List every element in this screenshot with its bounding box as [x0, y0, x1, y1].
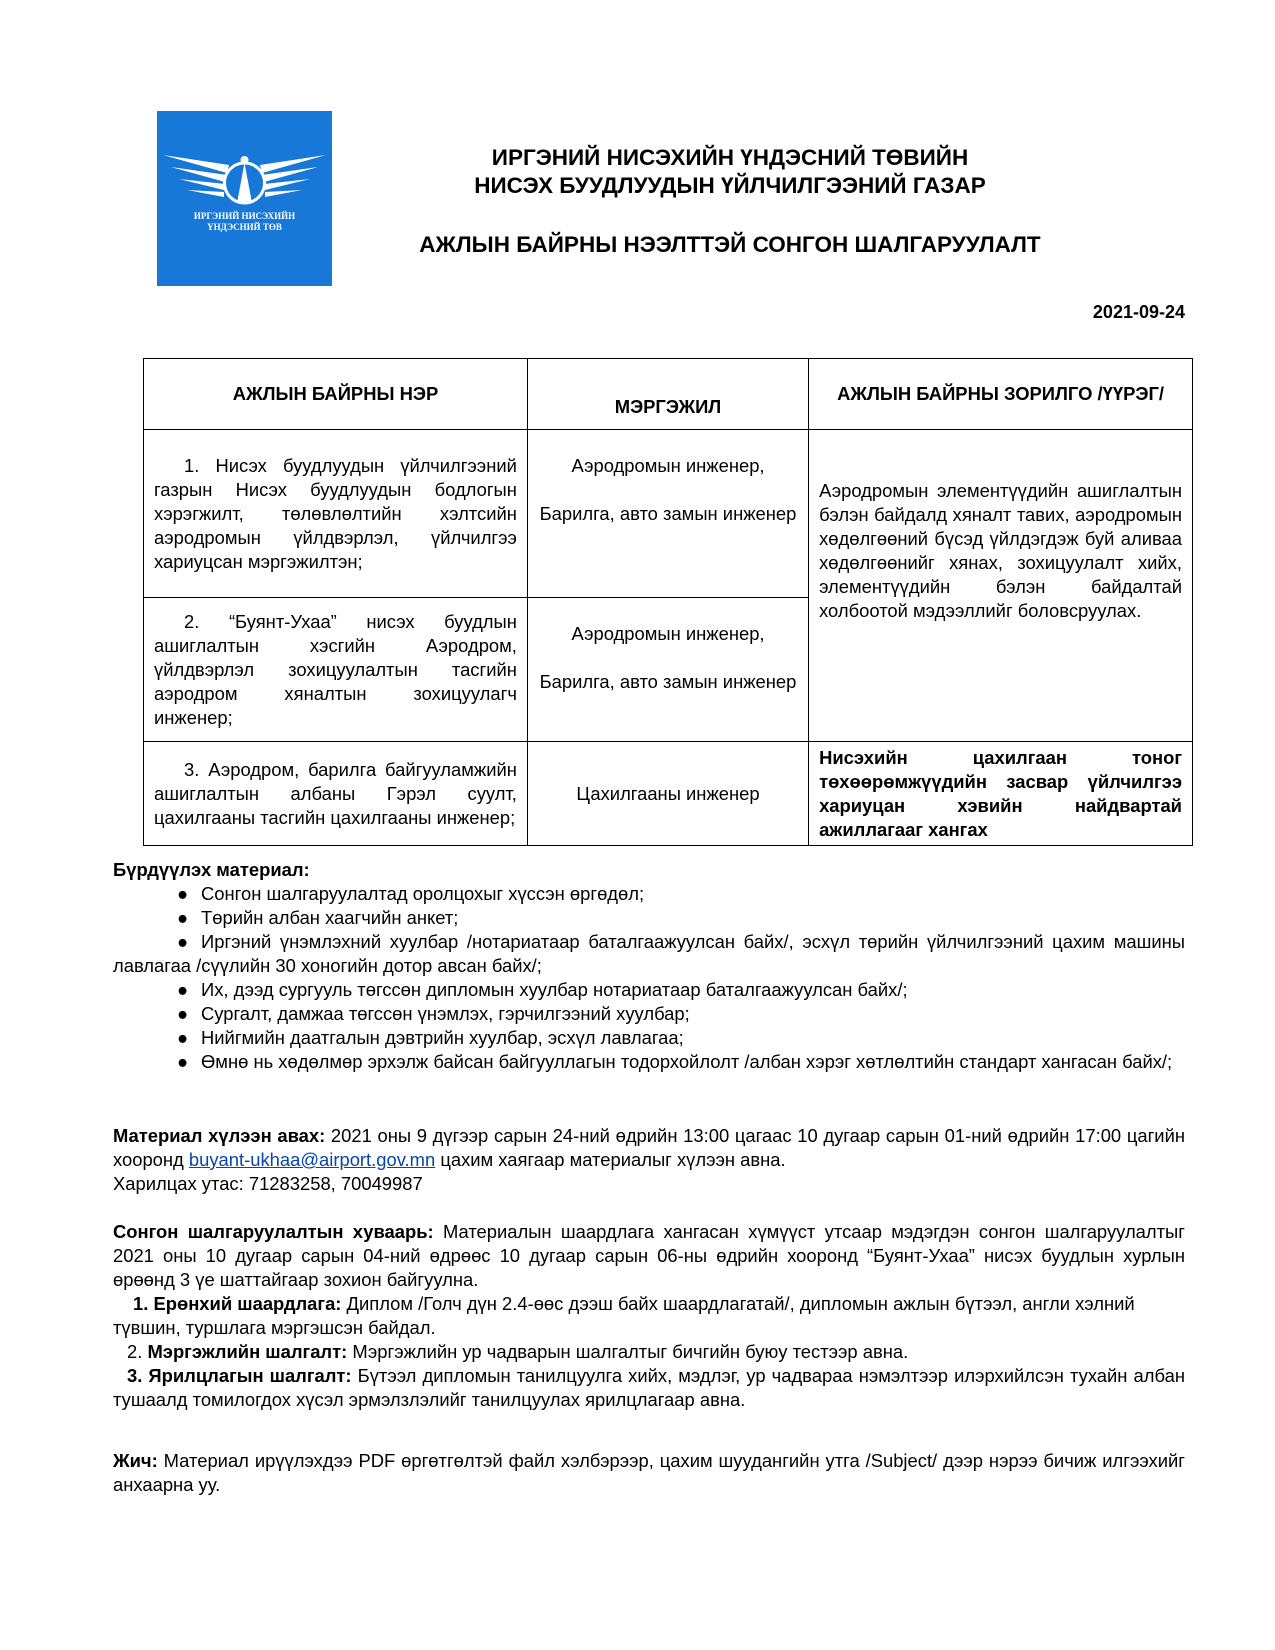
winged-emblem-icon — [157, 111, 332, 286]
column-header-profession: МЭРГЭЖИЛ — [527, 359, 808, 430]
profession-item: Аэродромын инженер, — [571, 623, 765, 644]
purpose-cell-shared: Аэродромын элементүүдийн ашиглалтын бэлэн байдалд хяналт тавих, аэродромын хөдөлгөөний бүсэд үйлдэгдэж буй аливаа хөдөлгөөнийг хянах, зохицуулалт хийх, элементүүдийн бэлэн байдалтай холбоотой мэдээллийг боловсруулах. — [809, 430, 1193, 742]
note-label: Жич: — [113, 1450, 158, 1471]
list-item: ● Иргэний үнэмлэхний хуулбар /нотариатаар баталгаажуулсан байх/, эсхүл төрийн үйлчилгээний цахим машины лавлагаа /сүүлийн 30 хоногийн дотор авсан байх/; — [113, 931, 1185, 976]
bullet-icon: ● — [177, 907, 189, 928]
row-number: 3. — [184, 758, 200, 780]
bullet-icon: ● — [177, 1027, 189, 1048]
materials-section — [113, 858, 1185, 1074]
receive-paragraph: Материал хүлээн авах: 2021 оны 9 дүгээр сарын 24-ний өдрийн 13:00 цагаас 10 дугаар сарын 01-ний өдрийн 17:00 цагийн хооронд buyant-ukhaa@airport.gov.mn цахим хаягаар материалыг хүлээн авна. — [113, 1125, 1185, 1170]
table-header-row — [144, 359, 1193, 430]
schedule-step: 3. Ярилцлагын шалгалт: Бүтээл дипломын танилцуулга хийх, мэдлэг, ур чадвараа нэмэлтээр илэрхийлсэн тухайн албан тушаалд томилогдох хүсэл эрмэлзлэлийг танилцуулах ярилцлагаар авна. — [113, 1365, 1185, 1410]
contact-phone: Харилцах утас: 71283258, 70049987 — [113, 1173, 423, 1194]
document-title: АЖЛЫН БАЙРНЫ НЭЭЛТТЭЙ СОНГОН ШАЛГАРУУЛАЛТ — [419, 232, 1041, 257]
job-positions-table — [143, 358, 1193, 846]
position-cell — [144, 598, 528, 742]
note-paragraph: Жич: Материал ирүүлэхдээ PDF өргөтгөлтэй файл хэлбэрээр, цахим шуудангийн утга /Subject/ дээр нэрээ бичиж илгээхийг анхаарна уу. — [113, 1450, 1185, 1495]
list-item: ● Сонгон шалгаруулалтад оролцохыг хүссэн өргөдөл; — [177, 883, 645, 904]
receive-section — [113, 1124, 1185, 1196]
email-link[interactable]: buyant-ukhaa@airport.gov.mn — [188, 1149, 436, 1170]
bullet-icon: ● — [177, 1051, 189, 1072]
document-date: 2021-09-24 — [1092, 302, 1185, 322]
logo-text-line1: ИРГЭНИЙ НИСЭХИЙН — [193, 211, 296, 221]
profession-item: Аэродромын инженер, — [571, 455, 765, 476]
row-number: 1. — [184, 454, 200, 476]
bullet-icon: ● — [177, 1003, 189, 1024]
profession-cell — [527, 598, 808, 742]
profession-item: Барилга, авто замын инженер — [539, 671, 797, 692]
schedule-paragraph: Сонгон шалгаруулалтын хуваарь: Материалын шаардлага хангасан хүмүүст утсаар мэдэгдэн сонгон шалгаруулалтыг 2021 оны 10 дугаар сарын 04-ний өдрөөс 10 дугаар сарын 06-ны өдрийн хооронд “Буянт-Ухаа” нисэх буудлын хурлын өрөөнд 3 үе шаттайгаар зохион байгуулна. — [113, 1221, 1185, 1290]
schedule-section — [113, 1220, 1185, 1412]
receive-label: Материал хүлээн авах: — [113, 1125, 326, 1146]
profession-cell — [527, 430, 808, 598]
organization-name-line2: НИСЭХ БУУДЛУУДЫН ҮЙЛЧИЛГЭЭНИЙ ГАЗАР — [474, 173, 986, 198]
column-header-position: АЖЛЫН БАЙРНЫ НЭР — [144, 359, 528, 430]
schedule-label: Сонгон шалгаруулалтын хуваарь: — [113, 1221, 434, 1242]
list-item: ● Сургалт, дамжаа төгссөн үнэмлэх, гэрчилгээний хуулбар; — [177, 1003, 690, 1024]
logo-text-line2: ҮНДЭСНИЙ ТӨВ — [207, 222, 282, 232]
position-name: Аэродром, барилга байгууламжийн ашиглалтын албаны Гэрэл суулт, цахилгааны тасгийн цахилгааны инженер; — [154, 758, 517, 828]
column-header-purpose: АЖЛЫН БАЙРНЫ ЗОРИЛГО /ҮҮРЭГ/ — [809, 359, 1193, 430]
list-item: ● Өмнө нь хөдөлмөр эрхэлж байсан байгууллагын тодорхойлолт /албан хэрэг хөтлөлтийн стандарт хангасан байх/; — [177, 1051, 1173, 1072]
organization-logo — [157, 111, 332, 286]
position-cell — [144, 430, 528, 598]
materials-heading: Бүрдүүлэх материал: — [113, 859, 310, 880]
profession-cell: Цахилгааны инженер — [527, 742, 808, 846]
purpose-cell: Нисэхийн цахилгаан тоног төхөөрөмжүүдийн засвар үйлчилгээ хариуцан хэвийн найдвартай ажиллагааг хангах — [809, 742, 1193, 846]
profession-item: Барилга, авто замын инженер — [539, 503, 797, 524]
list-item: ● Төрийн албан хаагчийн анкет; — [177, 907, 459, 928]
schedule-step: 1. Ерөнхий шаардлага: Диплом /Голч дүн 2.4-өөс дээш байх шаардлагатай/, дипломын ажлын бүтээл, англи хэлний түвшин, туршлага мэргэшсэн байдал. — [113, 1293, 1135, 1338]
position-name: “Буянт-Ухаа” нисэх буудлын ашиглалтын хэсгийн Аэродром, үйлдвэрлэл зохицуулалтын тасгийн аэродром хяналтын зохицуулагч инженер; — [154, 610, 517, 728]
schedule-step: 2. Мэргэжлийн шалгалт: Мэргэжлийн ур чадварын шалгалтыг бичгийн буюу тестээр авна. — [127, 1341, 909, 1362]
list-item: ● Их, дээд сургууль төгссөн дипломын хуулбар нотариатаар баталгаажуулсан байх/; — [177, 979, 908, 1000]
bullet-icon: ● — [177, 979, 189, 1000]
position-cell — [144, 742, 528, 846]
bullet-icon: ● — [177, 883, 189, 904]
organization-name-line1: ИРГЭНИЙ НИСЭХИЙН ҮНДЭСНИЙ ТӨВИЙН — [491, 145, 969, 170]
list-item: ● Нийгмийн даатгалын дэвтрийн хуулбар, эсхүл лавлагаа; — [177, 1027, 684, 1048]
table-row — [144, 430, 1193, 598]
bullet-icon: ● — [177, 931, 189, 952]
position-name: Нисэх буудлуудын үйлчилгээний газрын Нисэх буудлуудын бодлогын хэрэгжилт, төлөвлөлтийн хэлтсийн аэродромын үйлдвэрлэл, үйлчилгээ хариуцсан мэргэжилтэн; — [154, 454, 517, 572]
note-section — [113, 1449, 1185, 1497]
table-row — [144, 742, 1193, 846]
row-number: 2. — [184, 610, 200, 632]
